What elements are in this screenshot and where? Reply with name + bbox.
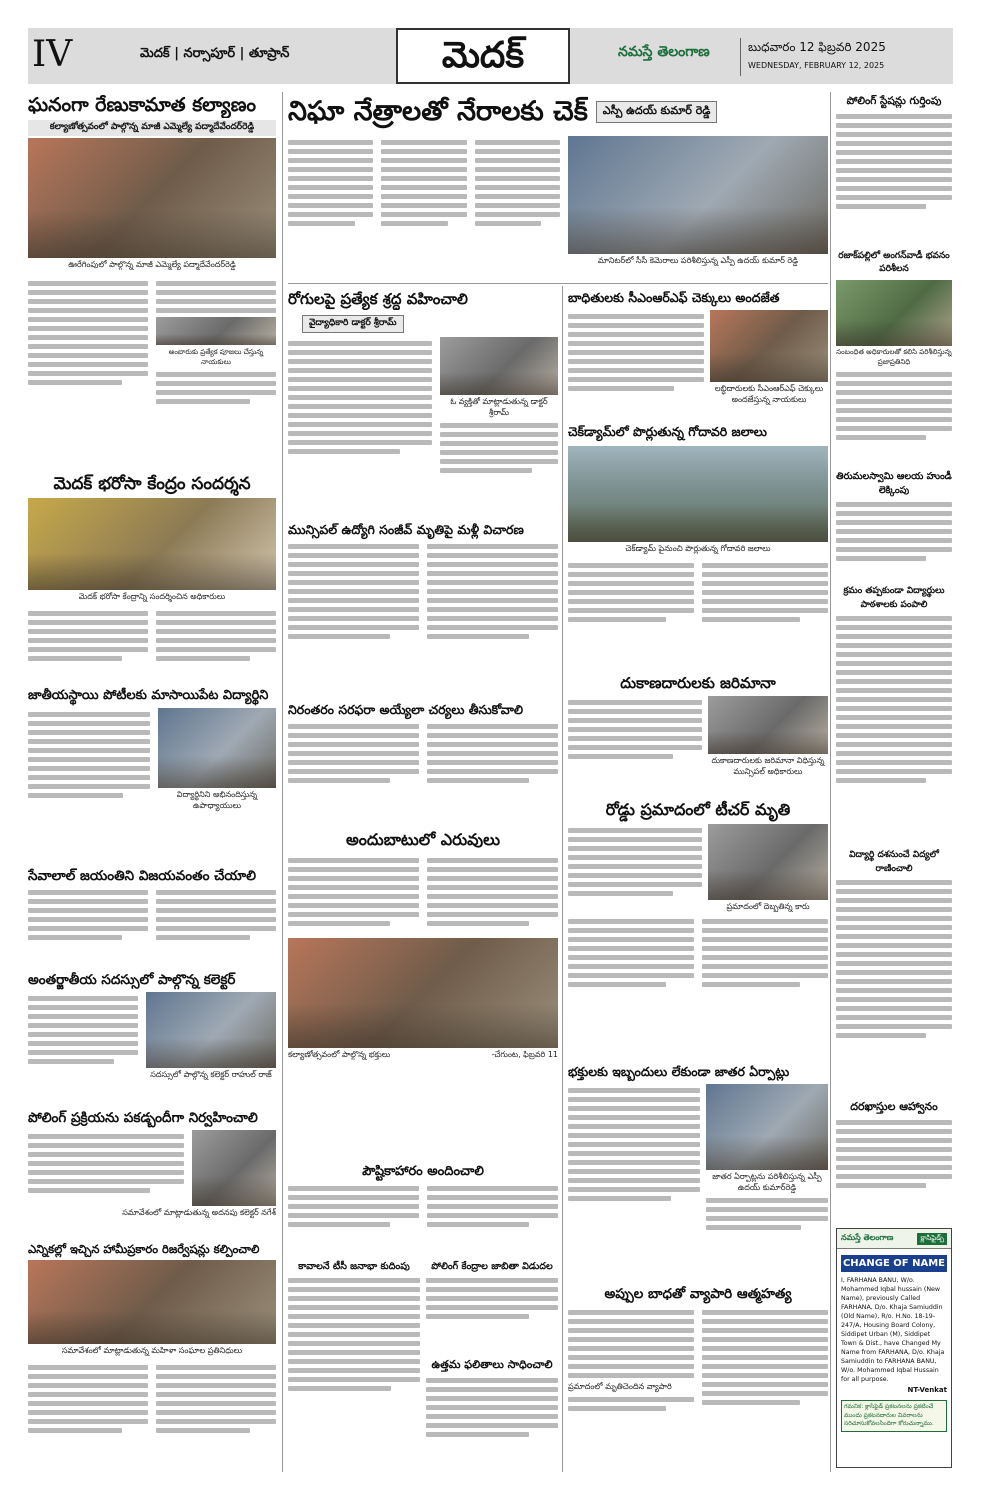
headline: మున్సిపల్ ఉద్యోగి సంజీవ్ మృతిపై మళ్లీ విచారణ xyxy=(288,522,524,537)
photo-bharosa xyxy=(28,498,276,590)
story-polling-stations xyxy=(836,92,952,248)
photo-accident-car xyxy=(708,824,828,900)
story-rogulu xyxy=(288,288,558,516)
story-uttama xyxy=(426,1356,558,1472)
story-eruvulu xyxy=(288,828,558,1158)
story-kavalane xyxy=(288,1260,420,1472)
photo-sp-monitor xyxy=(568,136,828,254)
column-rule xyxy=(830,92,831,1472)
headline: రోగులపై ప్రత్యేక శ్రద్ధ వహించాలి xyxy=(288,290,468,308)
story-poshtika xyxy=(288,1162,558,1256)
headline: దుకాణదారులకు జరిమానా xyxy=(620,674,776,692)
date-telugu: బుధవారం 12 ఫిబ్రవరి 2025 xyxy=(748,40,886,54)
story-polling-centres xyxy=(426,1260,558,1354)
headline: క్రమం తప్పకుండా విద్యార్థులు పాఠశాలకు పంపాలి xyxy=(843,586,945,610)
photo-caption: చెక్‌డ్యామ్ పైనుంచి పొర్లుతున్న గోదావరి జలాలు xyxy=(625,544,771,553)
photo-dateline: -చేగుంట, ఫిబ్రవరి 11 xyxy=(491,1050,558,1059)
photo-inset xyxy=(156,317,276,345)
story-nigha xyxy=(288,92,828,282)
story-municipal xyxy=(288,520,558,696)
ad-title: CHANGE OF NAME xyxy=(841,1255,947,1272)
story-polling-process xyxy=(28,1108,276,1238)
story-anganwadi xyxy=(836,250,952,468)
edition-list: మెదక్ | నర్సాపూర్ | తూప్రాన్ xyxy=(140,46,290,61)
story-appula xyxy=(568,1284,828,1472)
headline: భక్తులకు ఇబ్బందులు లేకుండా జాతర ఏర్పాట్లు xyxy=(568,1064,790,1079)
story-body xyxy=(568,915,828,991)
story-body xyxy=(288,854,558,930)
ad-header xyxy=(837,1229,951,1249)
inset-caption: అంబారుకు ప్రత్యేక పూజలు చేస్తున్న నాయకులు xyxy=(168,348,264,366)
story-jatara xyxy=(568,1062,828,1280)
photo-caption: దుకాణదారులకు జరిమానా విధిస్తున్న మున్సిపల్ అధికారులు xyxy=(711,756,825,776)
photo-caption: జాతర ఏర్పాట్లను పరిశీలిస్తున్న ఎస్పీ ఉదయ్ కుమార్‌రెడ్డి xyxy=(712,1172,822,1192)
photo-caption: ఊరేగింపులో పాల్గొన్న మాజీ ఎమ్మెల్యే పద్మాదేవేందర్‌రెడ్డి xyxy=(68,260,236,269)
story-body xyxy=(288,720,558,787)
headline: రజాక్‌పల్లిలో అంగన్‌వాడీ భవనం పరిశీలన xyxy=(838,251,950,274)
story-body xyxy=(288,1182,558,1231)
classified-ad xyxy=(836,1228,952,1468)
photo-check-dam xyxy=(568,446,828,542)
story-kramam xyxy=(836,584,952,846)
headline: దరఖాస్తుల ఆహ్వానం xyxy=(850,1100,938,1113)
headline: తిరుమలస్వామి ఆలయ హుండీ లెక్కింపు xyxy=(836,471,952,496)
photo-caption: ప్రమాదంలో దెబ్బతిన్న కారు xyxy=(726,902,810,911)
headline: పోలింగ్ కేంద్రాల జాబితా విడుదల xyxy=(431,1261,553,1272)
story-body xyxy=(288,136,560,267)
photo-fines xyxy=(708,696,828,754)
photo-caption: సమావేశంలో మాట్లాడుతున్న మహిళా సంఘాల ప్రతినిధులు xyxy=(61,1346,243,1355)
story-jateeya xyxy=(28,686,276,862)
story-body xyxy=(568,559,828,626)
story-water-supply xyxy=(288,700,558,826)
date-english: WEDNESDAY, FEBRUARY 12, 2025 xyxy=(748,61,885,70)
story-check-dam xyxy=(568,422,828,670)
photo-caption: విద్యార్థినిని అభినందిస్తున్న ఉపాధ్యాయులు xyxy=(176,790,258,810)
story-body xyxy=(28,886,276,944)
photo-caption: లబ్ధిదారులకు సీఎంఆర్ఎఫ్ చెక్కులు అందజేస్తున్న నాయకులు xyxy=(714,384,824,404)
ad-text: I, FARHANA BANU, W/o. Mohammed Iqbal hussain (New Name), previously Called FARHANA, D/o. Khaja Samiuddin (Old Name), R/o. H.No. 18-19-247/A, Housing Board Colony, Siddipet Urban (M), Siddipet Town & Dist., have Changed My Name from FARHANA, D/o. Khaja Samiuddin to FARHANA BANU, W/o. Mohammed Iqbal Hussain for all purpose. xyxy=(841,1277,945,1383)
story-vidyarthi xyxy=(836,848,952,1096)
story-body xyxy=(568,1306,828,1415)
photo-caption: సమావేశంలో మాట్లాడుతున్న అదనపు కలెక్టర్ నగేశ్ xyxy=(122,1208,276,1217)
photo-meeting xyxy=(28,1260,276,1344)
photo-collector-summit xyxy=(146,992,276,1068)
headline: కావాలనే టీసీ జనాభా కుదింపు xyxy=(298,1261,410,1272)
headline: నిఘా నేత్రాలతో నేరాలకు చెక్ xyxy=(288,96,588,127)
headline: ఉత్తమ ఫలితాలు సాధించాలి xyxy=(431,1358,553,1371)
photo-caption: మానిటర్‌లో సీసీ కెమెరాలు పరిశీలిస్తున్న ఎస్పీ ఉదయ్ కుమార్ రెడ్డి xyxy=(597,256,799,265)
photo-procession xyxy=(28,138,276,258)
story-tirumala xyxy=(836,470,952,582)
headline: విద్యార్థి దశనుంచే విద్యలో రాణించాలి xyxy=(849,850,939,874)
headline: అప్పుల బాధతో వ్యాపారి ఆత్మహత్య xyxy=(604,1286,792,1302)
photo-caption: ఓ వ్యక్తితో మాట్లాడుతున్న డాక్టర్ శ్రీరామ్ xyxy=(450,397,548,417)
ad-category-tag: క్లాసిఫైడ్స్ xyxy=(917,1233,947,1245)
page-number: IV xyxy=(32,34,73,75)
photo-jatara xyxy=(706,1084,828,1170)
photo-additional-collector xyxy=(192,1130,276,1206)
photo-caption: కల్యాణోత్సవంలో పాల్గొన్న భక్తులు xyxy=(288,1050,391,1059)
story-antarjateeya xyxy=(28,970,276,1106)
headline: మెదక్ భరోసా కేంద్రం సందర్శన xyxy=(53,474,251,494)
headline: నిరంతరం సరఫరా అయ్యేలా చర్యలు తీసుకోవాలి xyxy=(288,702,524,717)
photo-cmrf xyxy=(710,310,828,382)
headline: రోడ్డు ప్రమాదంలో టీచర్ మృతి xyxy=(605,800,791,819)
section-rule xyxy=(288,283,828,284)
column-rule xyxy=(562,286,563,1472)
photo-student xyxy=(158,708,276,788)
headline: అందుబాటులో ఎరువులు xyxy=(345,830,501,849)
photo-caption: సదస్సులో పాల్గొన్న కలెక్టర్ రాహుల్ రాజ్ xyxy=(150,1070,272,1079)
masthead xyxy=(28,28,953,84)
ad-note: గమనిక: క్లాసిఫైడ్ ప్రకటనలను ప్రకటించే ముందు ప్రకటనదారుల వివరాలను సరిచూసుకోవలసిందిగా కోరుచున్నాము. xyxy=(841,1400,947,1432)
story-bharosa xyxy=(28,472,276,682)
story-fines xyxy=(568,672,828,794)
headline: అంతర్జాతీయ సదస్సులో పాల్గొన్న కలెక్టర్ xyxy=(28,972,236,988)
photo-doctor xyxy=(440,337,558,395)
subhead: కల్యాణోత్సవంలో పాల్గొన్న మాజీ ఎమ్మెల్యే పద్మాదేవేందర్‌రెడ్డి xyxy=(28,120,276,136)
headline: పోలింగ్ ప్రక్రియను పకడ్బందీగా నిర్వహించాలి xyxy=(28,1110,258,1126)
story-body xyxy=(288,540,558,643)
headline: జాతీయస్థాయి పోటీలకు మాసాయిపేట విద్యార్థిని xyxy=(28,688,269,703)
column-rule xyxy=(282,92,283,1472)
headline: బాధితులకు సీఎంఆర్ఎఫ్ చెక్కులు అందజేత xyxy=(568,290,780,305)
byline-tag: వైద్యాధికారి డాక్టర్ శ్రీరామ్ xyxy=(302,315,404,333)
headline: ఎన్నికల్లో ఇచ్చిన హామీప్రకారం రిజర్వేషన్లు కల్పించాలి xyxy=(28,1242,260,1256)
story-cmrf xyxy=(568,288,828,420)
story-body xyxy=(28,277,276,408)
date-divider xyxy=(740,38,741,76)
photo-caption: ప్రమాదంలో మృతిచెందిన వ్యాపారి xyxy=(568,1382,672,1391)
headline: పోలింగ్ స్టేషన్లు గుర్తింపు xyxy=(846,95,942,107)
headline: చెక్‌డ్యామ్‌లో పొర్లుతున్న గోదావరి జలాలు xyxy=(568,424,767,439)
photo-caption: సంబంధిత అధికారులతో కలిసి పరిశీలిస్తున్న ప్రజాప్రతినిధి xyxy=(836,348,952,366)
byline-tag: ఎస్పీ ఉదయ్ కుమార్ రెడ్డి xyxy=(596,101,718,123)
photo-anganwadi xyxy=(836,280,952,346)
story-road-accident xyxy=(568,798,828,1060)
edition-title: మెదక్ xyxy=(396,28,570,84)
ad-brand-logo: నమస్తే తెలంగాణ xyxy=(841,1233,894,1242)
story-body xyxy=(28,1361,276,1437)
ad-signature: NT-Venkat xyxy=(907,1386,947,1394)
headline: ఘనంగా రేణుకామాత కల్యాణం xyxy=(28,94,257,116)
story-body xyxy=(28,607,276,665)
story-darakhastulu xyxy=(836,1098,952,1224)
story-reservations xyxy=(28,1240,276,1472)
photo-caption: మెదక్ భరోసా కేంద్రాన్ని సందర్శించిన అధికారులు xyxy=(78,592,226,601)
headline: సేవాలాల్ జయంతిని విజయవంతం చేయాలి xyxy=(28,868,257,884)
story-renuka xyxy=(28,92,276,464)
newspaper-brand: నమస్తే తెలంగాణ xyxy=(618,44,710,60)
story-sevalal xyxy=(28,866,276,968)
photo-devotees xyxy=(288,938,558,1048)
headline: పౌష్టికాహారం అందించాలి xyxy=(362,1164,484,1179)
